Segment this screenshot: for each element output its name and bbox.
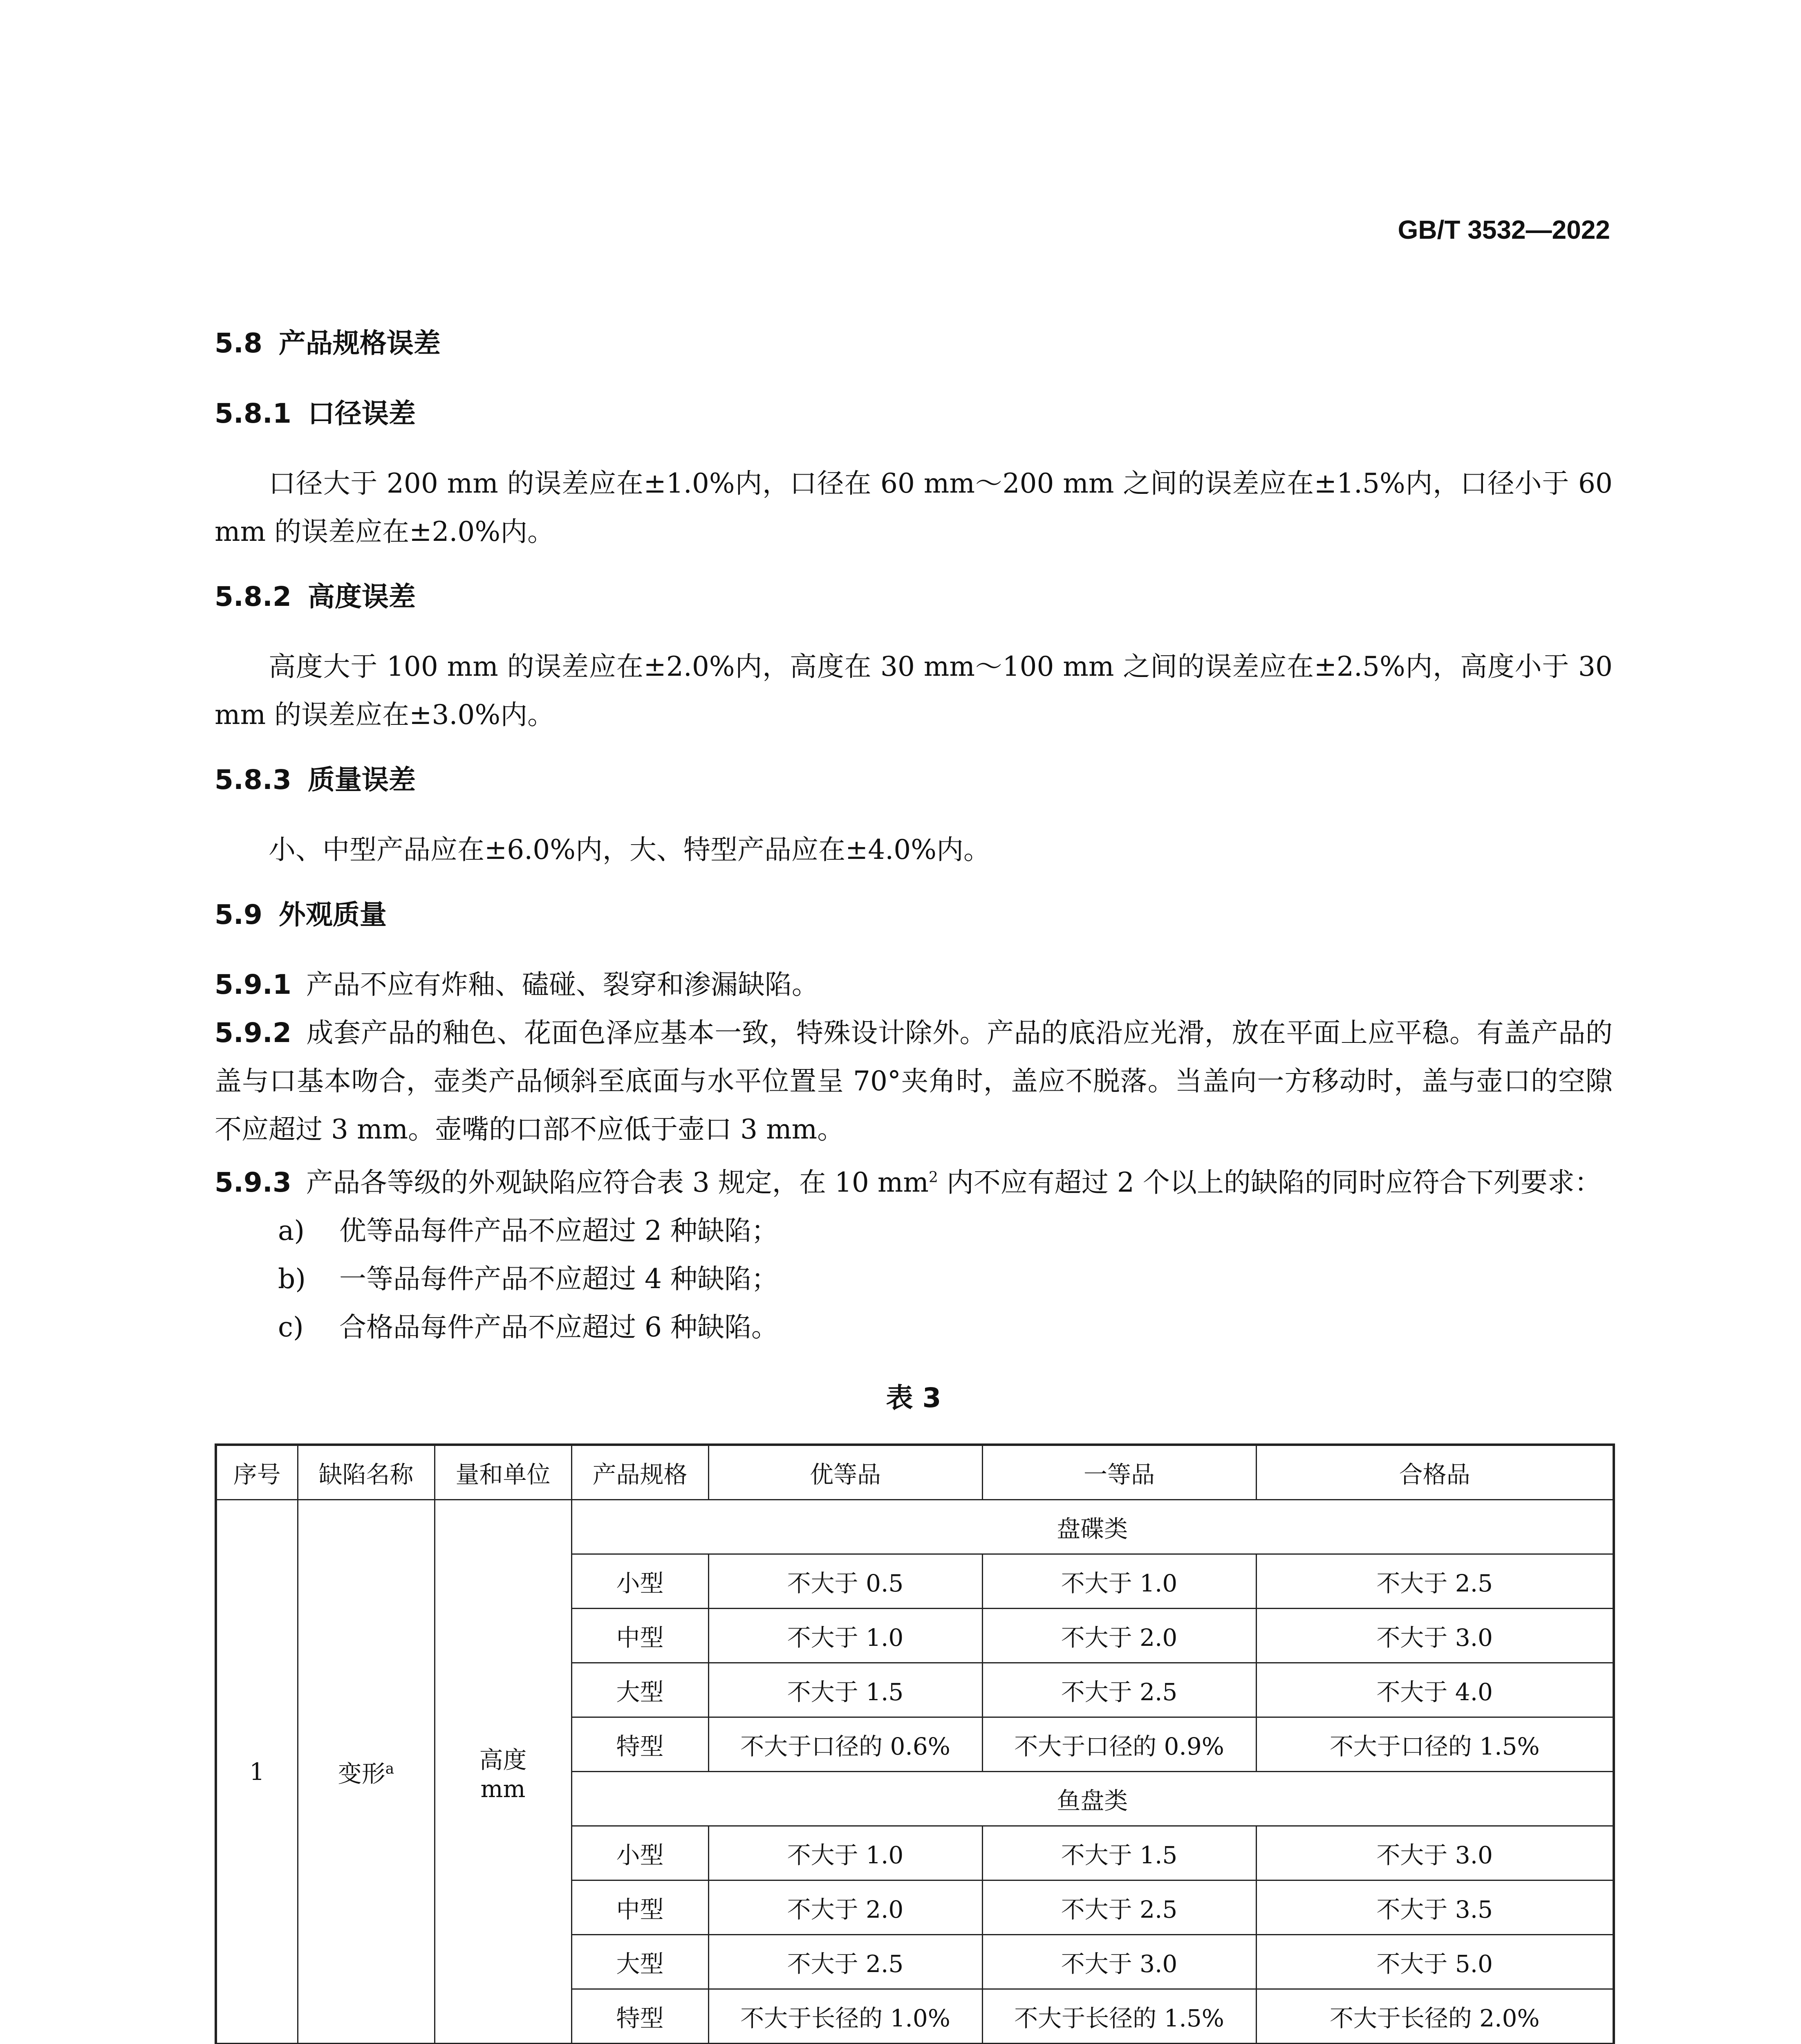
clause-text: 产品各等级的外观缺陷应符合表 3 规定，在 10 mm (306, 1167, 929, 1198)
list-text: 一等品每件产品不应超过 4 种缺陷； (339, 1263, 778, 1295)
footnote-mark: a (385, 1760, 394, 1777)
clause-text: 产品不应有炸釉、磕碰、裂穿和渗漏缺陷。 (306, 969, 819, 1000)
table-header-row (216, 1445, 1614, 1500)
section-5-8-2-heading (215, 572, 1613, 621)
table-cell: 不大于口径的 0.6% (708, 1717, 982, 1772)
section-5-9-heading (215, 890, 1613, 939)
table-cell: 不大于 1.0 (708, 1826, 982, 1880)
table-header-cell: 缺陷名称 (298, 1445, 435, 1500)
table-cell: 不大于长径的 1.0% (708, 1989, 982, 2044)
table-cell: 不大于 3.0 (982, 1935, 1256, 1989)
table-cell: 不大于 3.5 (1256, 1880, 1614, 1935)
standard-number: GB/T 3532—2022 (1398, 215, 1610, 244)
table-cell: 不大于长径的 2.0% (1256, 1989, 1614, 2044)
table-cell: 不大于 2.5 (708, 1935, 982, 1989)
unit-label: mm (480, 1775, 526, 1803)
section-number: 5.9 (215, 899, 262, 930)
clause-number: 5.9.2 (215, 1017, 291, 1049)
unit-cell (435, 1500, 571, 2044)
defect-name: 变形 (338, 1759, 385, 1788)
defect-name-cell (298, 1500, 435, 2044)
table-row (216, 1500, 1614, 1554)
section-5-8-3-text: 小、中型产品应在±6.0%内，大、特型产品应在±4.0%内。 (269, 834, 990, 865)
list-item (215, 1207, 1613, 1255)
table-cell: 不大于口径的 1.5% (1256, 1717, 1614, 1772)
quantity-label: 高度 (479, 1746, 527, 1774)
list-item (215, 1255, 1613, 1303)
table-cell: 不大于 0.5 (708, 1554, 982, 1609)
table-cell: 不大于口径的 0.9% (982, 1717, 1256, 1772)
table-cell: 不大于 3.0 (1256, 1609, 1614, 1663)
section-number: 5.8.2 (215, 581, 291, 612)
clause-number: 5.9.1 (215, 969, 291, 1000)
table-cell: 不大于 1.5 (708, 1663, 982, 1717)
table-cell: 中型 (571, 1880, 708, 1935)
clause-number: 5.9.3 (215, 1167, 291, 1198)
table-cell: 不大于 1.5 (982, 1826, 1256, 1880)
table-cell: 不大于长径的 1.5% (982, 1989, 1256, 2044)
table-header-cell: 产品规格 (571, 1445, 708, 1500)
table-cell: 不大于 2.0 (708, 1880, 982, 1935)
clause-5-9-1 (215, 961, 1613, 1009)
group-title-cell: 盘碟类 (571, 1500, 1614, 1554)
table-cell: 不大于 2.5 (982, 1880, 1256, 1935)
clause-text-cont: 内不应有超过 2 个以上的缺陷的同时应符合下列要求： (938, 1167, 1602, 1198)
section-number: 5.8 (215, 327, 262, 359)
clause-text: 成套产品的釉色、花面色泽应基本一致，特殊设计除外。产品的底沿应光滑，放在平面上应平稳。有盖产品的盖与口基本吻合，壶类产品倾斜至底面与水平位置呈 70°夹角时，盖应不脱落。当盖向一方移动时，盖与壶口的空隙不应超过 3 mm。壶嘴的口部不应低于壶口 3 mm。 (215, 1017, 1613, 1145)
row-number-cell: 1 (216, 1500, 298, 2044)
list-text: 合格品每件产品不应超过 6 种缺陷。 (339, 1311, 778, 1343)
section-title: 外观质量 (278, 899, 387, 930)
section-5-8-1-heading (215, 389, 1613, 438)
table-header-cell: 序号 (216, 1445, 298, 1500)
table-cell: 不大于 2.5 (982, 1663, 1256, 1717)
section-5-8-1-text: 口径大于 200 mm 的误差应在±1.0%内，口径在 60 mm～200 mm 之间的误差应在±1.5%内，口径小于 60 mm 的误差应在±2.0%内。 (215, 468, 1613, 547)
table-cell: 小型 (571, 1554, 708, 1609)
table-cell: 特型 (571, 1989, 708, 2044)
defect-table (215, 1443, 1615, 2044)
table-cell: 不大于 4.0 (1256, 1663, 1614, 1717)
list-item (215, 1303, 1613, 1351)
table-cell: 小型 (571, 1826, 708, 1880)
table-cell: 特型 (571, 1717, 708, 1772)
section-title: 口径误差 (307, 398, 416, 429)
list-text: 优等品每件产品不应超过 2 种缺陷； (339, 1215, 778, 1246)
table-cell: 不大于 5.0 (1256, 1935, 1614, 1989)
table-caption: 表 3 (886, 1382, 941, 1414)
table-cell: 不大于 2.5 (1256, 1554, 1614, 1609)
clause-5-9-3 (215, 1154, 1613, 1207)
document-body (215, 319, 1613, 2044)
table-cell: 大型 (571, 1663, 708, 1717)
table-header-cell: 合格品 (1256, 1445, 1614, 1500)
section-5-8-2-text: 高度大于 100 mm 的误差应在±2.0%内，高度在 30 mm～100 mm 之间的误差应在±2.5%内，高度小于 30 mm 的误差应在±3.0%内。 (215, 651, 1613, 731)
table-header-cell: 一等品 (982, 1445, 1256, 1500)
table-cell: 不大于 1.0 (982, 1554, 1256, 1609)
section-title: 高度误差 (307, 581, 416, 612)
table-cell: 大型 (571, 1935, 708, 1989)
section-5-8-3-heading (215, 755, 1613, 805)
section-title: 质量误差 (307, 764, 416, 796)
section-5-8-heading (215, 319, 1613, 368)
list-marker: a) (278, 1215, 305, 1246)
table-cell: 不大于 3.0 (1256, 1826, 1614, 1880)
table-cell: 不大于 1.0 (708, 1609, 982, 1663)
superscript: 2 (928, 1169, 938, 1186)
table-cell: 中型 (571, 1609, 708, 1663)
section-number: 5.8.3 (215, 764, 291, 796)
table-header-cell: 量和单位 (435, 1445, 571, 1500)
clause-5-9-2 (215, 1009, 1613, 1154)
list-marker: b) (278, 1263, 306, 1295)
list-marker: c) (278, 1311, 304, 1343)
table-header-cell: 优等品 (708, 1445, 982, 1500)
table-cell: 不大于 2.0 (982, 1609, 1256, 1663)
group-title-cell: 鱼盘类 (571, 1772, 1614, 1826)
section-number: 5.8.1 (215, 398, 291, 429)
section-title: 产品规格误差 (278, 327, 441, 359)
